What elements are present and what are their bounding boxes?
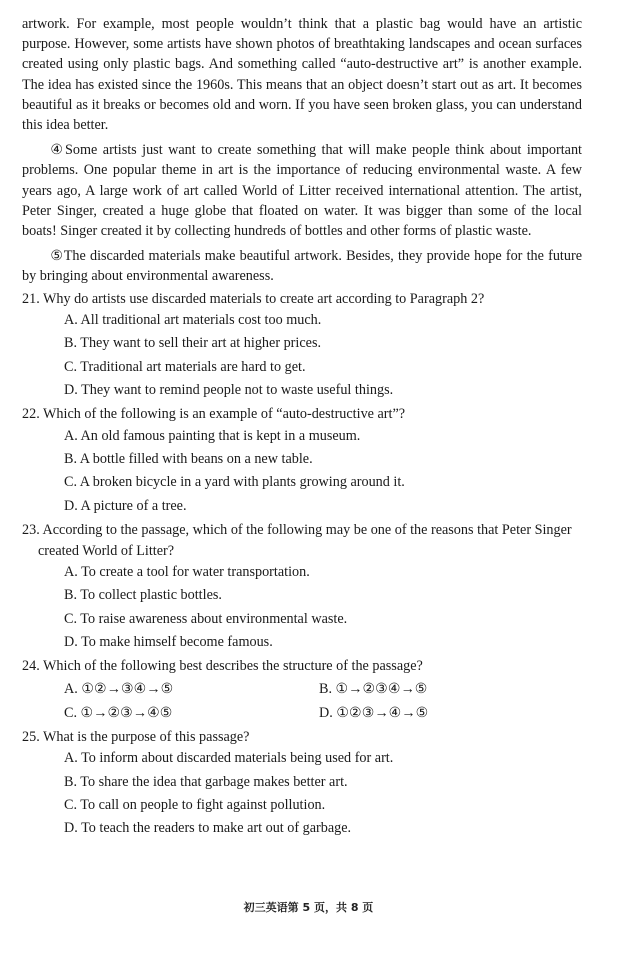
option-a: A. ①②→③④→⑤ [64, 680, 174, 697]
option-d: D. ①②③→④→⑤ [319, 704, 429, 721]
option-c: C. A broken bicycle in a yard with plants growing around it. [64, 474, 405, 491]
option-c: C. To raise awareness about environmental waste. [64, 610, 348, 627]
option-d: D. They want to remind people not to waste useful things. [64, 382, 394, 399]
option-a: A. An old famous painting that is kept in a museum. [64, 427, 361, 444]
option-b: B. They want to sell their art at higher prices. [64, 335, 322, 352]
option-c: C. ①→②③→④⑤ [64, 704, 173, 721]
options-grid [64, 677, 582, 725]
option-a: A. All traditional art materials cost too much. [64, 312, 322, 329]
exam-page [22, 14, 582, 840]
question-stem: 24. Which of the following best describes the structure of the passage? [22, 658, 423, 675]
page-footer: 初三英语第 5 页，共 8 页 [243, 901, 374, 914]
question-stem: 21. Why do artists use discarded materials to create art according to Paragraph 2? [22, 290, 485, 307]
passage-paragraph-4: ④Some artists just want to create something that will make people think about important problems. One popular theme in art is the importance of reducing environmental waste. A few years ago, A large work of art called World of Litter received international attention. The artist, Peter Singer, created a huge globe that floated on water. It was bigger than some of the local boats! Singer created it by collecting hundreds of bottles and other forms of plastic waste. [22, 142, 582, 240]
option-d: D. To teach the readers to make art out of garbage. [64, 820, 352, 837]
question-25 [22, 727, 582, 841]
question-24 [22, 656, 582, 725]
option-a: A. To inform about discarded materials being used for art. [64, 750, 394, 767]
option-c: C. Traditional art materials are hard to get. [64, 358, 306, 375]
option-d: D. A picture of a tree. [64, 497, 187, 514]
option-b: B. ①→②③④→⑤ [319, 680, 428, 697]
question-stem: 25. What is the purpose of this passage? [22, 728, 250, 745]
question-stem: 22. Which of the following is an example of “auto-destructive art”? [22, 406, 406, 423]
passage-paragraph-continued: artwork. For example, most people wouldn’t think that a plastic bag would have an artistic purpose. However, some artists have shown photos of breathtaking landscapes and ocean surfaces created using only plastic bags. And something called “auto-destructive art” is another example. The idea has existed since the 1960s. This means that an object doesn’t start out as art. It becomes beautiful as it breaks or becomes old and worn. If you have seen broken glass, you can understand this idea better. [22, 16, 582, 134]
question-stem: 23. According to the passage, which of the following may be one of the reasons that Peter Singer created World of Litter? [22, 522, 572, 559]
option-b: B. A bottle filled with beans on a new table. [64, 451, 313, 468]
question-21 [22, 289, 582, 403]
question-23 [22, 520, 582, 654]
option-d: D. To make himself become famous. [64, 633, 273, 650]
question-22 [22, 404, 582, 518]
option-b: B. To share the idea that garbage makes better art. [64, 773, 348, 790]
option-a: A. To create a tool for water transportation. [64, 564, 310, 581]
passage-paragraph-5: ⑤The discarded materials make beautiful artwork. Besides, they provide hope for the future by bringing about environmental awareness. [22, 248, 582, 285]
option-c: C. To call on people to fight against pollution. [64, 796, 326, 813]
option-b: B. To collect plastic bottles. [64, 587, 222, 604]
